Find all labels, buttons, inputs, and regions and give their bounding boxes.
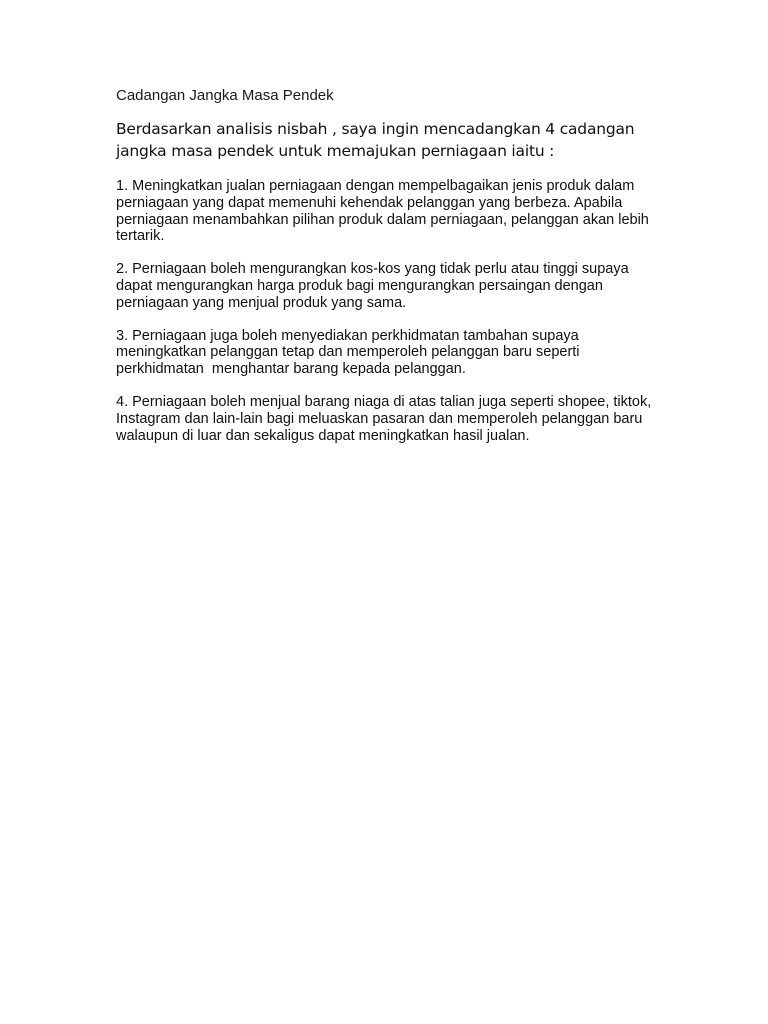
point-paragraph-1: 1. Meningkatkan jualan perniagaan dengan mempelbagaikan jenis produk dalam perniagaan yang dapat memenuhi kehendak pelanggan yang berbeza. Apabila perniagaan menambahkan pilihan produk dalam perniagaan, pelanggan akan lebih tertarik. bbox=[116, 178, 653, 245]
point-paragraph-3: 3. Perniagaan juga boleh menyediakan perkhidmatan tambahan supaya meningkatkan pelanggan tetap dan memperoleh pelanggan baru seperti perkhidmatan menghantar barang kepada pelanggan. bbox=[116, 327, 584, 378]
intro-paragraph: Berdasarkan analisis nisbah , saya ingin mencadangkan 4 cadangan jangka masa pendek untuk memajukan perniagaan iaitu : bbox=[116, 120, 635, 160]
point-paragraph-2: 2. Perniagaan boleh mengurangkan kos-kos yang tidak perlu atau tinggi supaya dapat mengurangkan harga produk bagi mengurangkan persaingan dengan perniagaan yang menjual produk yang sama. bbox=[116, 261, 633, 311]
document-title: Cadangan Jangka Masa Pendek bbox=[116, 87, 334, 104]
document-body bbox=[116, 87, 661, 444]
point-paragraph-4: 4. Perniagaan boleh menjual barang niaga di atas talian juga seperti shopee, tiktok, Instagram dan lain-lain bagi meluaskan pasaran dan memperoleh pelanggan baru walaupun di luar dan sekaligus dapat meningkatkan hasil jualan. bbox=[116, 393, 656, 444]
